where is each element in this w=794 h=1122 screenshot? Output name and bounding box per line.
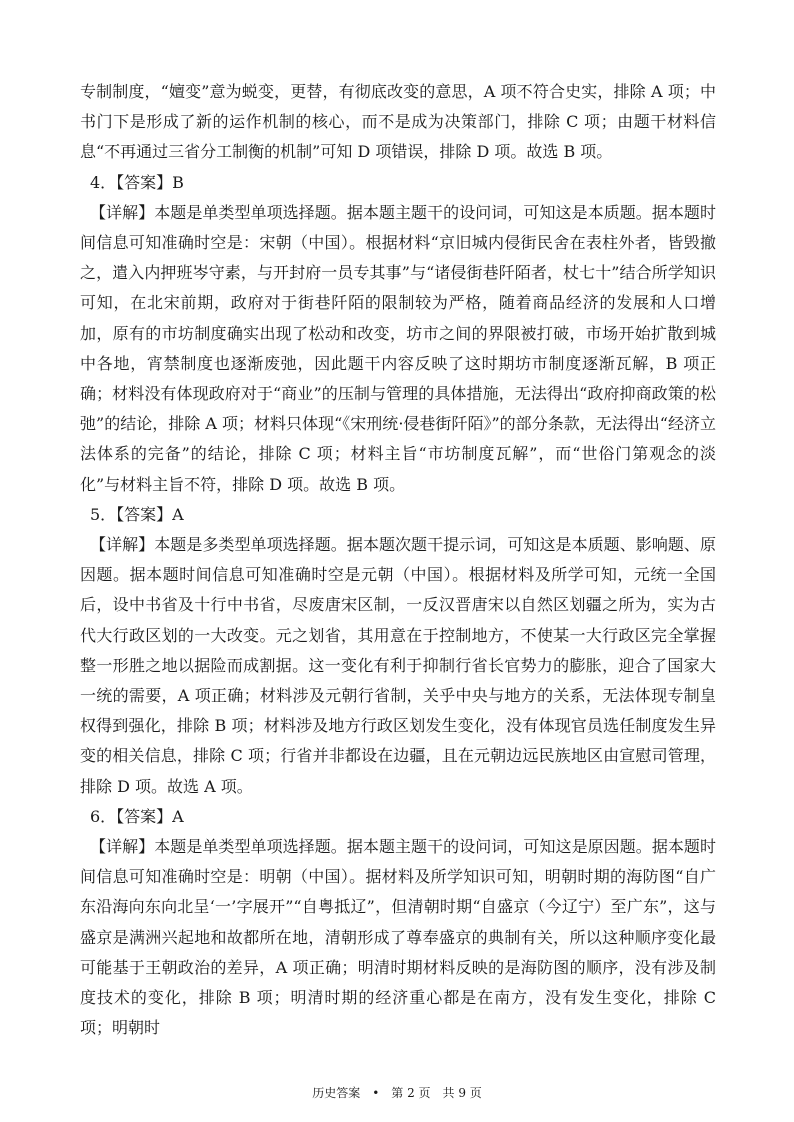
answer-heading-6: 6．【答案】A [90,806,184,826]
answer-heading-5: 5．【答案】A [90,504,184,524]
previous-answer-continuation: 专制制度，“嬗变”意为蜕变，更替，有彻底改变的意思，A 项不符合史实，排除 A 项；中书门下是形成了新的运作机制的核心，而不是成为决策部门，排除 C 项；由题干材料信息“不再通过三省分工制衡的机制”可知 D 项错误，排除 D 项。故选 B 项。 [80,82,716,162]
footer-subject: 历史答案 [312,1086,361,1100]
answer-detail-6: 【详解】本题是单类型单项选择题。据本题主题干的设问词，可知这是原因题。据本题时间信息可知准确时空是：明朝（中国）。据材料及所学知识可知，明朝时期的海防图“自广东沿海向东向北呈‘一’字展开”“自粤抵辽”，但清朝时期“自盛京（今辽宁）至广东”，这与盛京是满洲兴起地和故都所在地，清朝形成了尊奉盛京的典制有关，所以这种顺序变化最可能基于王朝政治的差异，A 项正确；明清时期材料反映的是海防图的顺序，没有涉及制度技术的变化，排除 B 项；明清时期的经济重心都是在南方，没有发生变化，排除 C 项；明朝时 [80,837,716,1038]
answer-heading-4: 4．【答案】B [90,172,184,192]
page-footer [0,1085,794,1101]
footer-separator-dot: • [372,1086,380,1100]
answer-detail-4: 【详解】本题是单类型单项选择题。据本题主题干的设问词，可知这是本质题。据本题时间信息可知准确时空是：宋朝（中国）。根据材料“京旧城内侵街民舍在表柱外者，皆毁撤之，遣入内押班岑守素，与开封府一员专其事”与“诸侵街巷阡陌者，杖七十”结合所学知识可知，在北宋前期，政府对于街巷阡陌的限制较为严格，随着商品经济的发展和人口增加，原有的市坊制度确实出现了松动和改变，坊市之间的界限被打破，市场开始扩散到城中各地，宵禁制度也逐渐废弛，因此题干内容反映了这时期坊市制度逐渐瓦解，B 项正确；材料没有体现政府对于“商业”的压制与管理的具体措施，无法得出“政府抑商政策的松弛”的结论，排除 A 项；材料只体现“《宋刑统·侵巷街阡陌》”的部分条款，无法得出“经济立法体系的完备”的结论，排除 C 项；材料主旨“市坊制度瓦解”，而“世俗门第观念的淡化”与材料主旨不符，排除 D 项。故选 B 项。 [80,202,716,494]
footer-page-number: 第 2 页 [391,1086,431,1100]
footer-total-pages: 共 9 页 [442,1086,482,1100]
answer-text-body [80,77,716,1044]
answer-detail-5: 【详解】本题是多类型单项选择题。据本题次题干提示词，可知这是本质题、影响题、原因题。据本题时间信息可知准确时空是元朝（中国）。根据材料及所学可知，元统一全国后，设中书省及十行中书省，尽废唐宋区制，一反汉晋唐宋以自然区划疆之所为，实为古代大行政区划的一大改变。元之划省，其用意在于控制地方，不使某一大行政区完全掌握整一形胜之地以据险而成割据。这一变化有利于抑制行省长官势力的膨胀，迎合了国家大一统的需要，A 项正确；材料涉及元朝行省制，关乎中央与地方的关系，无法体现专制皇权得到强化，排除 B 项；材料涉及地方行政区划发生变化，没有体现官员选任制度发生异变的相关信息，排除 C 项；行省并非都设在边疆，且在元朝边远民族地区由宣慰司管理，排除 D 项。故选 A 项。 [80,535,716,796]
